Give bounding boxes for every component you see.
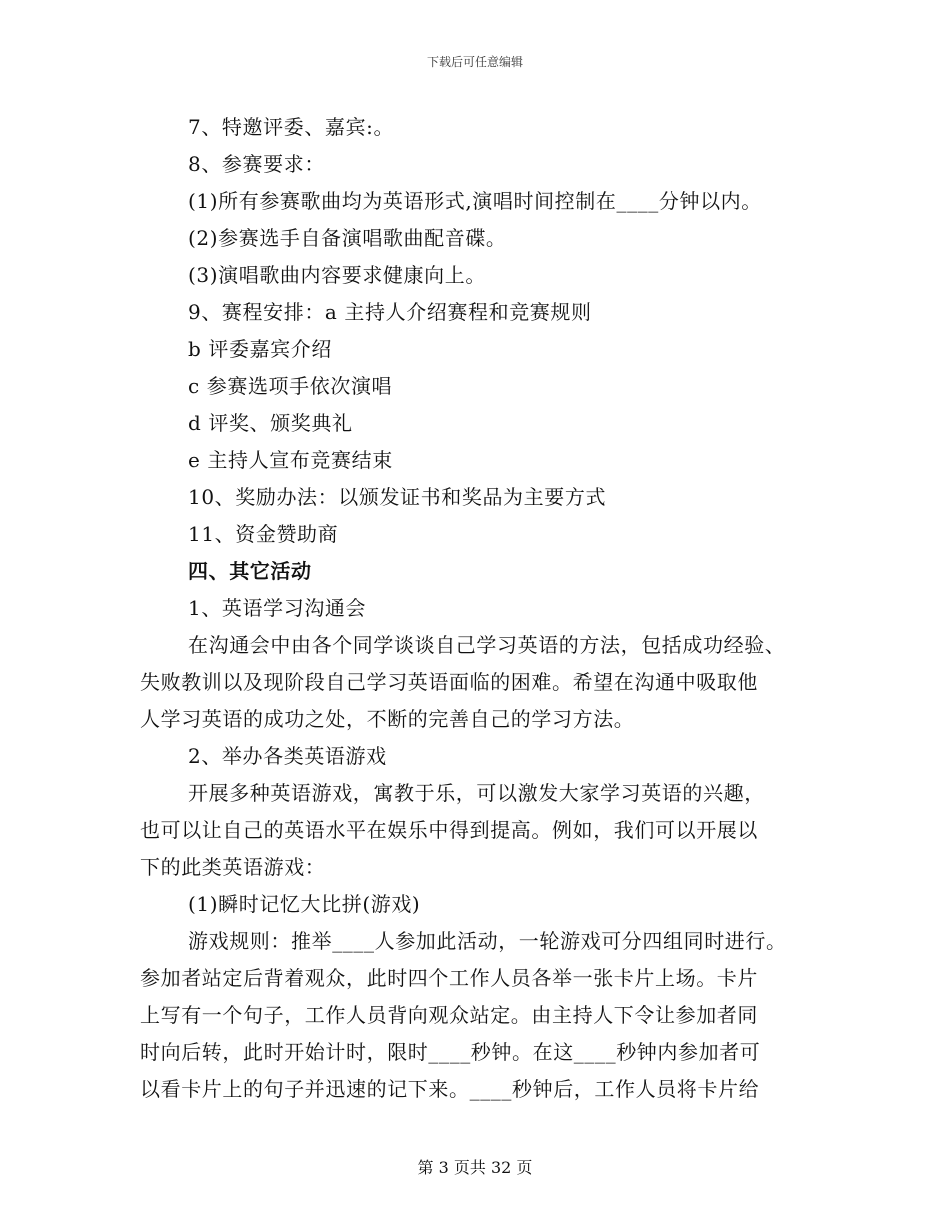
text-line: (2)参赛选手自备演唱歌曲配音碟。: [188, 226, 507, 250]
text-line: c 参赛选项手依次演唱: [188, 374, 393, 398]
text-line: (1)所有参赛歌曲均为英语形式,演唱时间控制在____分钟以内。: [188, 189, 762, 213]
text-line: (1)瞬时记忆大比拼(游戏): [188, 892, 421, 916]
text-line: 人学习英语的成功之处，不断的完善自己的学习方法。: [140, 707, 635, 731]
section-heading: 四、其它活动: [188, 559, 312, 583]
text-line: 9、赛程安排：a 主持人介绍赛程和竞赛规则: [188, 300, 592, 324]
text-line: 失败教训以及现阶段自己学习英语面临的困难。希望在沟通中吸取他: [140, 670, 758, 694]
text-line: 开展多种英语游戏，寓教于乐，可以激发大家学习英语的兴趣，: [188, 781, 765, 805]
text-line: (3)演唱歌曲内容要求健康向上。: [188, 263, 486, 287]
text-line: 以看卡片上的句子并迅速的记下来。____秒钟后，工作人员将卡片给: [140, 1077, 760, 1101]
text-line: 7、特邀评委、嘉宾:。: [188, 115, 395, 139]
text-line: 也可以让自己的英语水平在娱乐中得到提高。例如，我们可以开展以: [140, 818, 758, 842]
text-line: 时向后转，此时开始计时，限时____秒钟。在这____秒钟内参加者可: [140, 1040, 761, 1064]
text-line: d 评奖、颁奖典礼: [188, 411, 353, 435]
text-line: 下的此类英语游戏：: [140, 855, 326, 879]
text-line: 参加者站定后背着观众，此时四个工作人员各举一张卡片上场。卡片: [140, 966, 758, 990]
text-line: b 评委嘉宾介绍: [188, 337, 332, 361]
text-line: 11、资金赞助商: [188, 522, 339, 546]
header-note: 下载后可任意编辑: [426, 55, 523, 69]
text-line: 1、英语学习沟通会: [188, 596, 367, 620]
text-line: 在沟通会中由各个同学谈谈自己学习英语的方法，包括成功经验、: [188, 633, 786, 657]
text-line: 2、举办各类英语游戏: [188, 744, 387, 768]
text-line: 10、奖励办法：以颁发证书和奖品为主要方式: [188, 485, 607, 509]
text-line: 上写有一个句子，工作人员背向观众站定。由主持人下令让参加者同: [140, 1003, 758, 1027]
page-footer: 第 3 页共 32 页: [417, 1158, 533, 1177]
text-line: 8、参赛要求：: [188, 152, 325, 176]
text-line: e 主持人宣布竞赛结束: [188, 448, 393, 472]
text-line: 游戏规则：推举____人参加此活动，一轮游戏可分四组同时进行。: [188, 929, 787, 953]
